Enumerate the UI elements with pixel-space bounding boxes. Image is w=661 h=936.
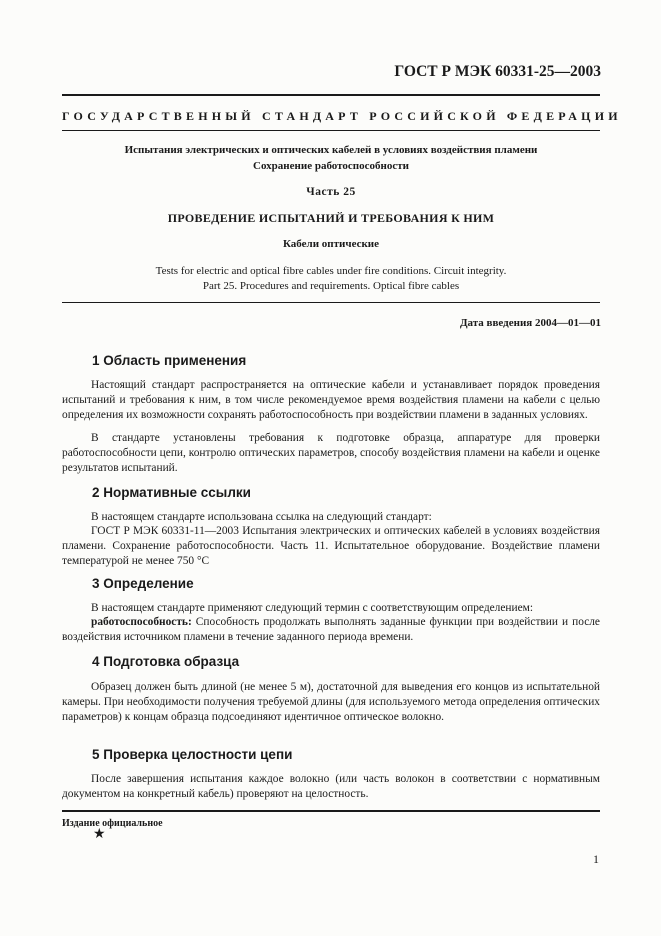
footer-rule — [62, 810, 600, 812]
document-number: ГОСТ Р МЭК 60331-25—2003 — [394, 63, 601, 80]
edition-label: Издание официальное — [62, 818, 163, 829]
title-en-line1: Tests for electric and optical fibre cables under fire conditions. Circuit integrity. — [155, 265, 507, 277]
header-rule-bottom — [62, 130, 600, 131]
section-5-paragraph-1: После завершения испытания каждое волокно (или часть волокон в соответствии с нормативным документом на конкретный кабель) проверяют на целостность. — [62, 773, 600, 800]
section-3-definition — [62, 615, 600, 645]
star-icon: ★ — [93, 827, 106, 842]
section-1-paragraph-1: Настоящий стандарт распространяется на оптические кабели и устанавливает порядок проведения испытаний и требования к ним, в том числе рекомендуемое время воздействия пламени на кабели с целью определения их возможности сохранять работоспособность при воздействии пламени в заданных условиях. — [62, 379, 600, 421]
section-5-heading: 5 Проверка целостности цепи — [92, 747, 293, 762]
subtitle: Кабели оптические — [282, 238, 380, 250]
effective-date: Дата введения 2004—01—01 — [459, 317, 601, 329]
section-2-paragraph-2: ГОСТ Р МЭК 60331-11—2003 Испытания электрических и оптических кабелей в условиях воздействия пламени. Сохранение работоспособности. Часть 11. Испытательное оборудование. Воздействие пламени температурой не менее 750 °С — [62, 525, 600, 567]
page-number: 1 — [593, 852, 599, 866]
state-standard-title: ГОСУДАРСТВЕННЫЙ СТАНДАРТ РОССИЙСКОЙ ФЕДЕРАЦИИ — [62, 109, 622, 123]
section-3-paragraph-1: В настоящем стандарте применяют следующий термин с соответствующим определением: — [91, 602, 534, 614]
title-en-line2: Part 25. Procedures and requirements. Optical fibre cables — [202, 280, 460, 292]
section-2-paragraph-1: В настоящем стандарте использована ссылка на следующий стандарт: — [91, 511, 432, 523]
section-3-heading: 3 Определение — [92, 576, 194, 591]
part-label: Часть 25 — [306, 186, 356, 198]
main-title: ПРОВЕДЕНИЕ ИСПЫТАНИЙ И ТРЕБОВАНИЯ К НИМ — [167, 211, 495, 225]
title-rule — [62, 302, 600, 303]
section-1-paragraph-2: В стандарте установлены требования к подготовке образца, аппаратуре для проверки работоспособности цепи, контролю оптических параметров, способу воздействия пламени на кабели и оценке результатов испытаний. — [62, 432, 600, 474]
section-1-heading: 1 Область применения — [92, 353, 247, 368]
term-label: работоспособность: — [91, 616, 192, 628]
section-4-paragraph-1: Образец должен быть длиной (не менее 5 м), достаточной для выведения его концов из испытательной камеры. При необходимости получения требуемой длины (для используемого метода определения оптических параметров) к концам образца подсоединяют идентичное оптическое волокно. — [62, 681, 600, 723]
header-rule-top — [62, 94, 600, 96]
term-definition: Способность продолжать выполнять заданные функции при воздействии и после воздействия источником пламени в течение заданного периода времени. — [62, 616, 600, 643]
title-ru-line2: Сохранение работоспособности — [253, 160, 409, 172]
section-2-heading: 2 Нормативные ссылки — [92, 485, 251, 500]
section-4-heading: 4 Подготовка образца — [92, 654, 240, 669]
title-ru-line1: Испытания электрических и оптических кабелей в условиях воздействия пламени — [124, 144, 538, 156]
